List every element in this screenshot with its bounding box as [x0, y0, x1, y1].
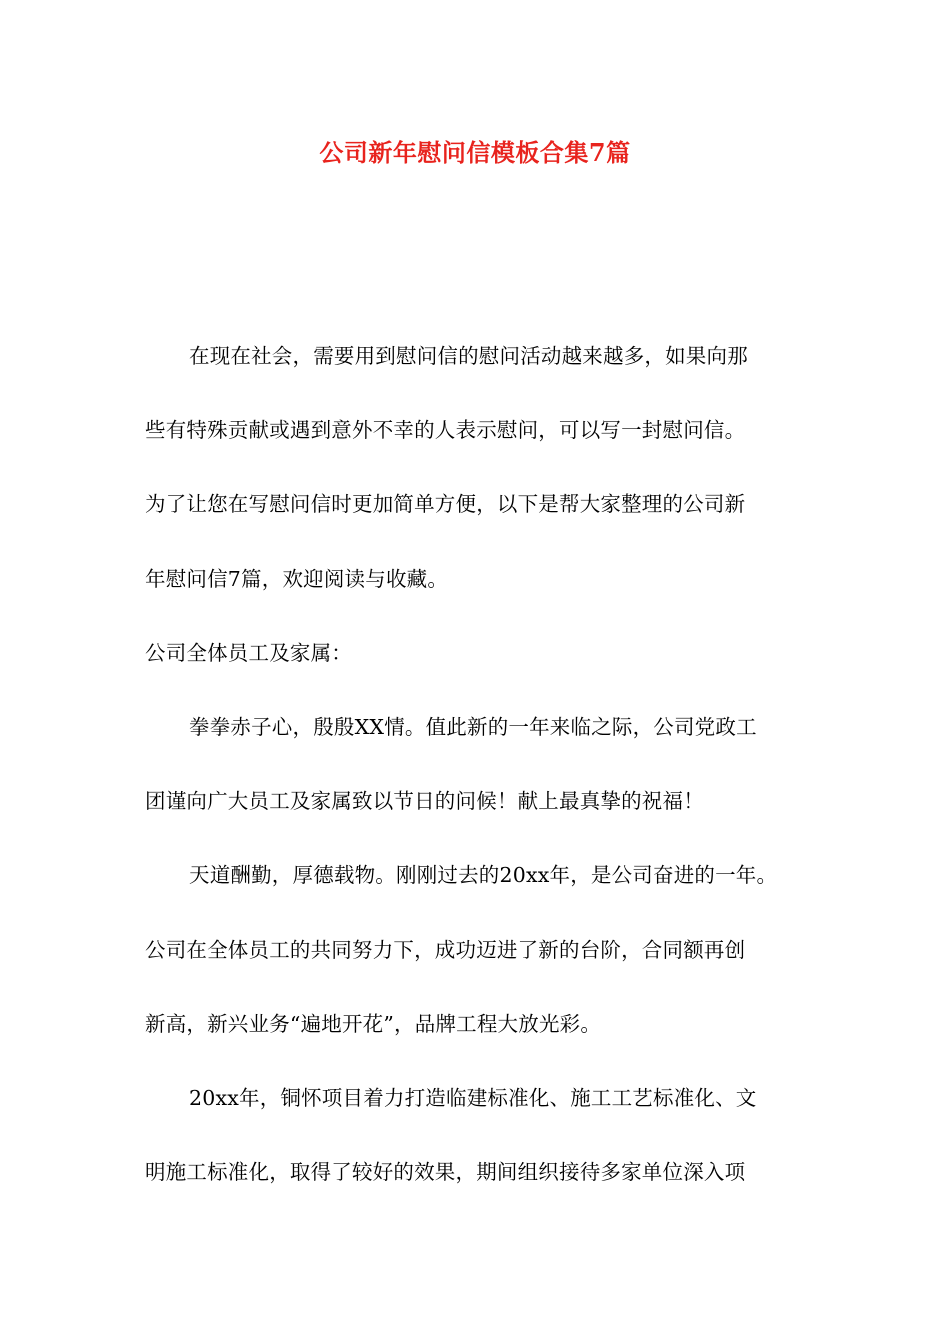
- body-line: 为了让您在写慰问信时更加简单方便，以下是帮大家整理的公司新: [145, 492, 746, 517]
- body-line: 年慰问信7篇，欢迎阅读与收藏。: [145, 566, 449, 591]
- body-line: 明施工标准化，取得了较好的效果，期间组织接待多家单位深入项: [145, 1160, 746, 1185]
- body-line: 团谨向广大员工及家属致以节日的问候！献上最真挚的祝福！: [145, 789, 704, 814]
- document-body: [145, 319, 815, 1209]
- body-line: 20xx年，铜怀项目着力打造临建标准化、施工工艺标准化、文: [189, 1085, 757, 1110]
- body-line: 公司全体员工及家属：: [145, 640, 352, 665]
- body-line: 些有特殊贡献或遇到意外不幸的人表示慰问，可以写一封慰问信。: [145, 418, 746, 443]
- body-line: 新高，新兴业务“遍地开花”，品牌工程大放光彩。: [145, 1011, 602, 1036]
- body-line: 公司在全体员工的共同努力下，成功迈进了新的台阶，合同额再创: [145, 937, 746, 962]
- body-line: 天道酬勤，厚德载物。刚刚过去的20xx年，是公司奋进的一年。: [189, 863, 778, 888]
- body-line: 拳拳赤子心，殷殷XX情。值此新的一年来临之际，公司党政工: [189, 714, 757, 739]
- document-title: 公司新年慰问信模板合集7篇: [319, 138, 631, 167]
- body-line: 在现在社会，需要用到慰问信的慰问活动越来越多，如果向那: [189, 344, 748, 368]
